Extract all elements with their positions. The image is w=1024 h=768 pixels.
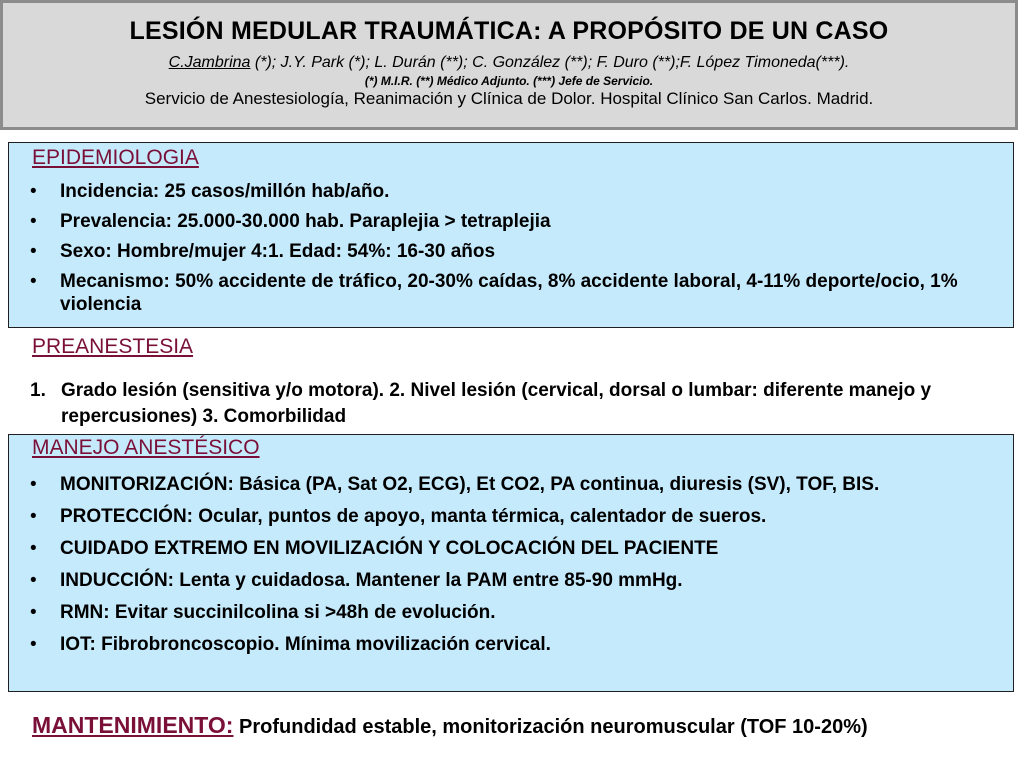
bullet-icon: • [30, 570, 37, 591]
list-item: • CUIDADO EXTREMO EN MOVILIZACIÓN Y COLOCACIÓN DEL PACIENTE [30, 538, 719, 559]
list-item: • Incidencia: 25 casos/millón hab/año. [30, 181, 390, 202]
bullet-icon: • [30, 211, 37, 232]
list-item: • Prevalencia: 25.000-30.000 hab. Paraplejia > tetraplejia [30, 211, 551, 232]
mantenimiento-title: MANTENIMIENTO: [32, 712, 234, 738]
manejo-title: MANEJO ANESTÉSICO [32, 436, 260, 459]
bullet-icon: • [30, 181, 37, 202]
bullet-icon: • [30, 271, 37, 292]
bullet-icon: • [30, 474, 37, 495]
bullet-icon: • [30, 634, 37, 655]
bullet-icon: • [30, 538, 37, 559]
item-number: 1. [30, 380, 46, 401]
preanestesia-title: PREANESTESIA [32, 335, 194, 358]
service-affiliation: Servicio de Anestesiología, Reanimación y Clínica de Dolor. Hospital Clínico San Carlos. Madrid. [144, 89, 874, 108]
list-item: • Mecanismo: 50% accidente de tráfico, 20-30% caídas, 8% accidente laboral, 4-11% deporte/ocio, 1% violencia [30, 271, 958, 315]
epidemiologia-title: EPIDEMIOLOGIA [32, 146, 199, 169]
list-item: • INDUCCIÓN: Lenta y cuidadosa. Mantener la PAM entre 85-90 mmHg. [30, 570, 683, 591]
mantenimiento-line [32, 712, 868, 739]
poster-title: LESIÓN MEDULAR TRAUMÁTICA: A PROPÓSITO DE UN CASO [129, 17, 889, 45]
manejo-list [28, 473, 988, 656]
bullet-icon: • [30, 602, 37, 623]
author-notes: (*) M.I.R. (**) Médico Adjunto. (***) Jefe de Servicio. [364, 74, 654, 88]
list-item: • Sexo: Hombre/mujer 4:1. Edad: 54%: 16-30 años [30, 241, 496, 262]
bullet-icon: • [30, 241, 37, 262]
preanestesia-item [30, 378, 990, 430]
list-item: • PROTECCIÓN: Ocular, puntos de apoyo, manta térmica, calentador de sueros. [30, 506, 767, 527]
mantenimiento-text: Profundidad estable, monitorización neuromuscular (TOF 10-20%) [233, 716, 868, 738]
first-author: C.Jambrina [168, 54, 251, 71]
list-item: • IOT: Fibrobroncoscopio. Mínima movilización cervical. [30, 634, 551, 655]
epidemiologia-list [28, 180, 988, 316]
list-item: • MONITORIZACIÓN: Básica (PA, Sat O2, ECG), Et CO2, PA continua, diuresis (SV), TOF, BIS. [30, 474, 880, 495]
header-banner [0, 0, 1018, 130]
authors-line [3, 54, 1015, 72]
authors-rest: (*); J.Y. Park (*); L. Durán (**); C. González (**); F. Duro (**);F. López Timoneda(***). [250, 54, 850, 71]
list-item: • RMN: Evitar succinilcolina si >48h de evolución. [30, 602, 496, 623]
preanestesia-text: Grado lesión (sensitiva y/o motora). 2. Nivel lesión (cervical, dorsal o lumbar: diferente manejo y repercusiones) 3. Comorbilidad [61, 380, 932, 427]
bullet-icon: • [30, 506, 37, 527]
